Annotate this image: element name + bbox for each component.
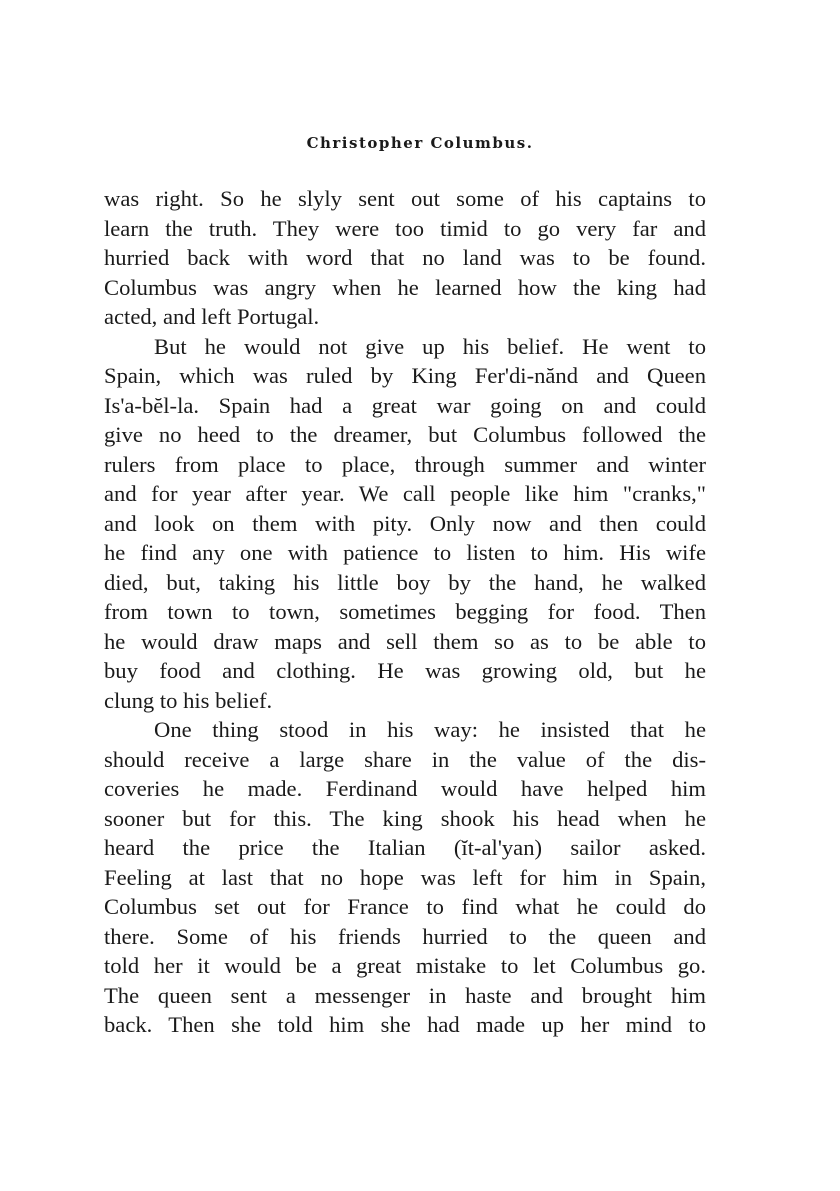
text-line: acted, and left Portugal.	[104, 304, 320, 329]
text-line: died, but, taking his little boy by the hand, he walked	[104, 569, 706, 595]
text-line: rulers from place to place, through summer and winter	[104, 451, 706, 477]
text-line: Is'a-bĕl-la. Spain had a great war going on and could	[104, 392, 706, 418]
text-line: clung to his belief.	[104, 687, 273, 713]
text-line: he would draw maps and sell them so as to be able to	[104, 628, 706, 654]
text-line: One thing stood in his way: he insisted that he	[154, 717, 706, 742]
text-line: Feeling at last that no hope was left for him in Spain,	[104, 864, 706, 890]
text-line: back. Then she told him she had made up her mind to	[104, 1012, 706, 1037]
text-line: was right. So he slyly sent out some of his captains to	[104, 186, 706, 211]
text-line: heard the price the Italian (ĭt-al'yan) sailor asked.	[104, 835, 706, 860]
text-line: and for year after year. We call people like him "cranks,"	[104, 481, 706, 506]
text-line: told her it would be a great mistake to let Columbus go.	[104, 953, 706, 978]
text-line: learn the truth. They were too timid to go very far and	[104, 215, 706, 241]
text-line: But he would not give up his belief. He went to	[154, 333, 706, 359]
text-line: sooner but for this. The king shook his head when he	[104, 805, 706, 831]
text-line: give no heed to the dreamer, but Columbus followed the	[104, 422, 706, 447]
text-line: from town to town, sometimes begging for food. Then	[104, 599, 706, 624]
text-line: The queen sent a messenger in haste and brought him	[104, 982, 706, 1008]
text-line: there. Some of his friends hurried to the queen and	[104, 923, 706, 949]
text-line: coveries he made. Ferdinand would have helped him	[104, 776, 706, 801]
text-line: Columbus set out for France to find what he could do	[104, 894, 706, 919]
text-line: he find any one with patience to listen to him. His wife	[104, 540, 706, 565]
text-line: should receive a large share in the value of the dis-	[104, 746, 706, 772]
text-line: hurried back with word that no land was to be found.	[104, 245, 706, 270]
text-line: Spain, which was ruled by King Fer'di-nănd and Queen	[104, 363, 706, 388]
text-line: Columbus was angry when he learned how the king had	[104, 274, 706, 300]
body-text	[104, 184, 706, 1040]
text-line: and look on them with pity. Only now and then could	[104, 510, 706, 536]
running-head: Christopher Columbus.	[306, 134, 534, 152]
text-line: buy food and clothing. He was growing old, but he	[104, 658, 706, 683]
